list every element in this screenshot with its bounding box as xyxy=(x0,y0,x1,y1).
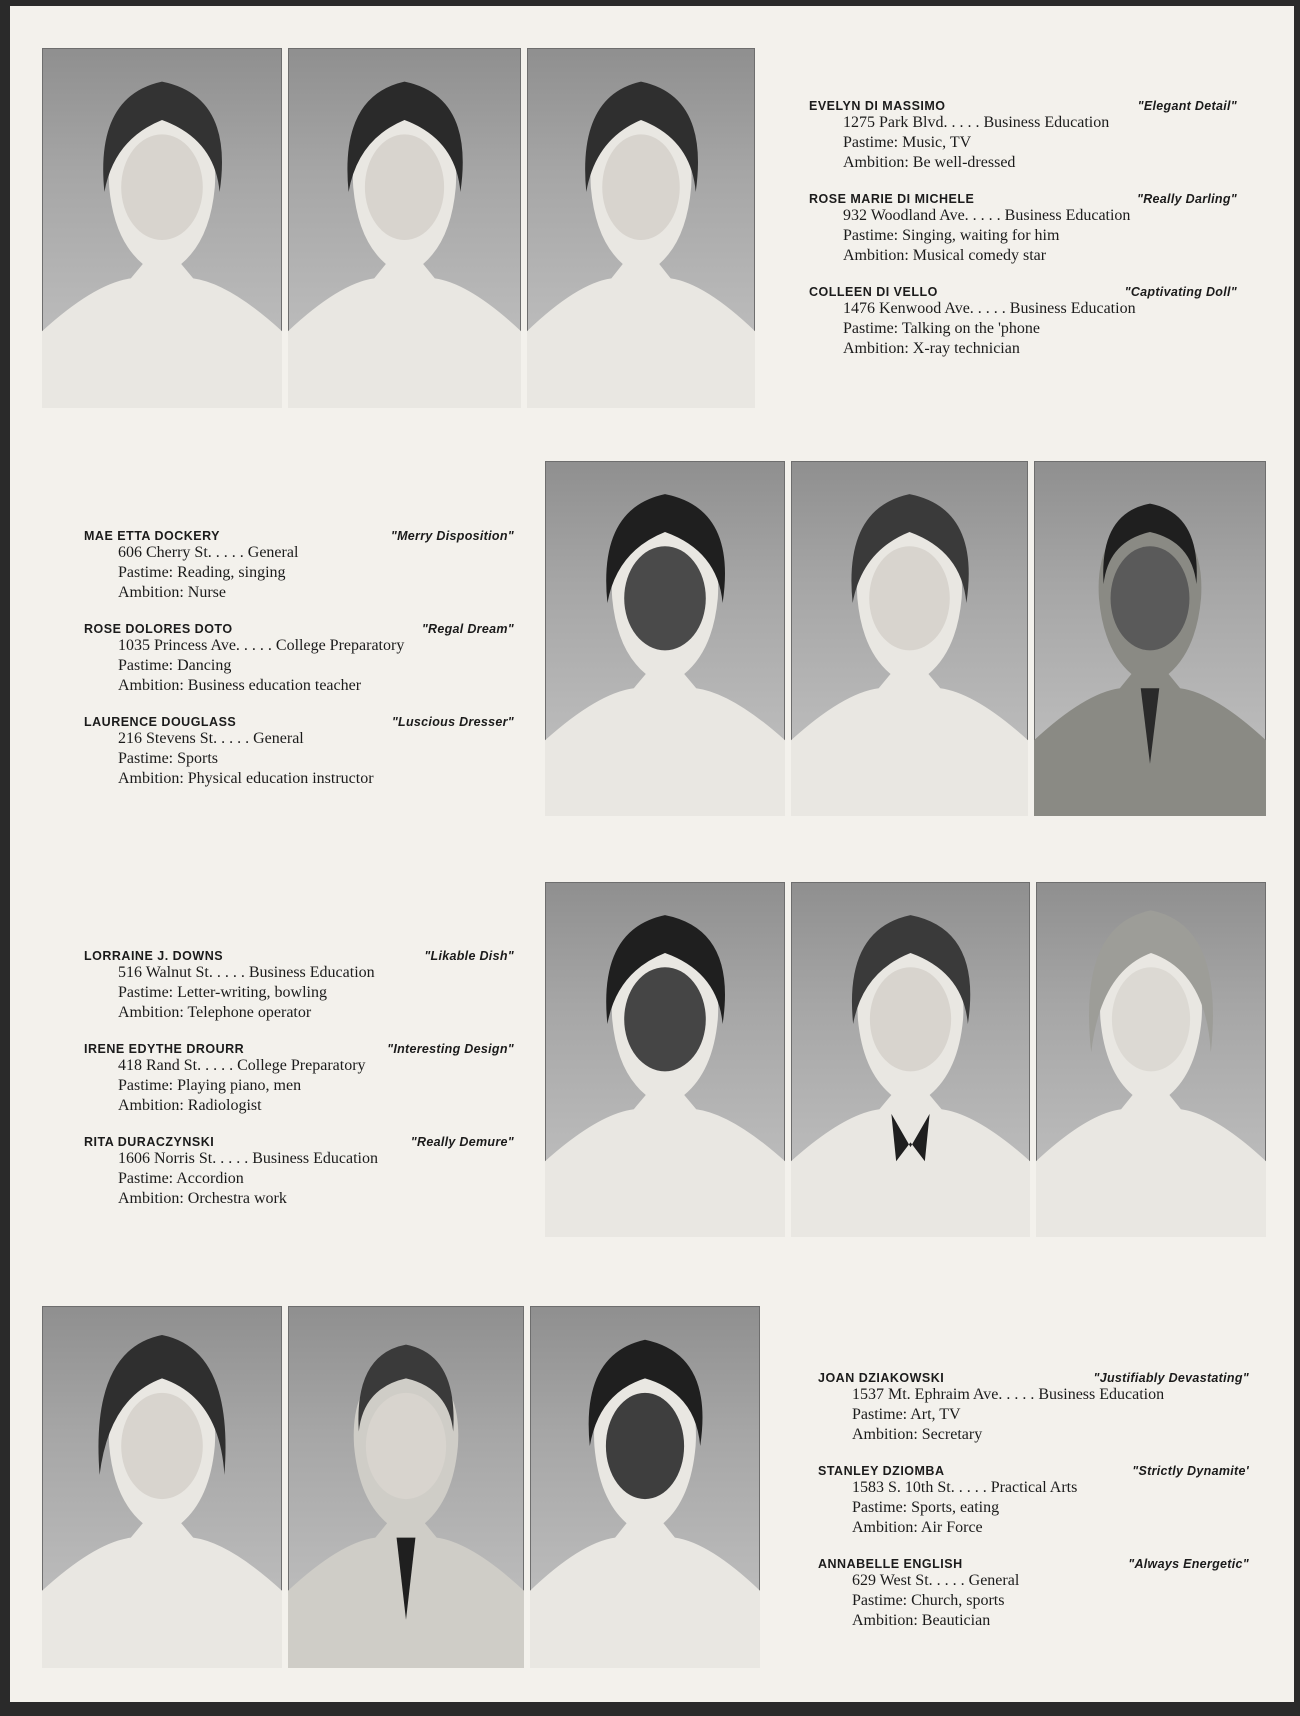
pastime: Pastime: Reading, singing xyxy=(118,564,286,581)
entry-header xyxy=(84,943,514,963)
student-entry-irene-edythe-drourr xyxy=(84,1036,514,1116)
student-entry-evelyn-di-massimo xyxy=(809,93,1237,173)
portrait-photo-annabelle-english xyxy=(530,1306,760,1668)
portrait-photo-joan-dziakowski xyxy=(42,1306,282,1668)
student-name: LAURENCE DOUGLASS xyxy=(84,715,237,729)
student-nickname: "Interesting Design" xyxy=(387,1042,514,1056)
ambition: Ambition: Musical comedy star xyxy=(843,247,1047,264)
portrait-silhouette xyxy=(530,1306,760,1668)
portrait-photo-evelyn-di-massimo xyxy=(42,48,282,408)
entry-header xyxy=(809,93,1237,113)
address-and-course: 216 Stevens St. . . . . General xyxy=(118,730,304,747)
portrait-silhouette xyxy=(1034,461,1266,816)
student-nickname: "Really Darling" xyxy=(1136,192,1237,206)
student-nickname: "Regal Dream" xyxy=(421,622,514,636)
student-name: RITA DURACZYNSKI xyxy=(84,1135,215,1149)
student-name: ROSE DOLORES DOTO xyxy=(84,622,233,636)
student-name: ROSE MARIE DI MICHELE xyxy=(809,192,975,206)
student-entry-joan-dziakowski xyxy=(818,1365,1249,1445)
entry-header xyxy=(818,1365,1249,1385)
entry-header xyxy=(809,186,1237,206)
portrait-silhouette xyxy=(1036,882,1266,1237)
address-and-course: 1035 Princess Ave. . . . . College Preparatory xyxy=(118,637,405,654)
portrait-photo-rose-marie-di-michele xyxy=(288,48,521,408)
student-entry-laurence-douglass xyxy=(84,709,514,789)
portrait-silhouette xyxy=(545,882,785,1237)
entry-header xyxy=(818,1551,1249,1571)
student-entry-rose-dolores-doto xyxy=(84,616,514,696)
pastime: Pastime: Singing, waiting for him xyxy=(843,227,1060,244)
pastime: Pastime: Accordion xyxy=(118,1170,244,1187)
ambition: Ambition: Business education teacher xyxy=(118,677,362,694)
portrait-photo-colleen-di-vello xyxy=(527,48,755,408)
address-and-course: 1275 Park Blvd. . . . . Business Education xyxy=(843,114,1110,131)
student-name: STANLEY DZIOMBA xyxy=(818,1464,945,1478)
ambition: Ambition: Secretary xyxy=(852,1426,983,1443)
student-entry-rose-marie-di-michele xyxy=(809,186,1237,266)
entry-header xyxy=(84,709,514,729)
student-entry-lorraine-j-downs xyxy=(84,943,514,1023)
ambition: Ambition: Nurse xyxy=(118,584,226,601)
student-nickname: "Elegant Detail" xyxy=(1137,99,1237,113)
entry-header xyxy=(84,1036,514,1056)
student-name: IRENE EDYTHE DROURR xyxy=(84,1042,245,1056)
pastime: Pastime: Dancing xyxy=(118,657,232,674)
portrait-silhouette xyxy=(42,1306,282,1668)
student-entry-rita-duraczynski xyxy=(84,1129,514,1209)
portrait-silhouette xyxy=(545,461,785,816)
yearbook-page xyxy=(10,6,1294,1702)
pastime: Pastime: Talking on the 'phone xyxy=(843,320,1040,337)
portrait-silhouette xyxy=(527,48,755,408)
student-entry-colleen-di-vello xyxy=(809,279,1237,359)
ambition: Ambition: Air Force xyxy=(852,1519,983,1536)
portrait-photo-rose-dolores-doto xyxy=(791,461,1028,816)
student-nickname: "Likable Dish" xyxy=(424,949,514,963)
address-and-course: 1606 Norris St. . . . . Business Education xyxy=(118,1150,378,1167)
portrait-photo-laurence-douglass xyxy=(1034,461,1266,816)
ambition: Ambition: Physical education instructor xyxy=(118,770,374,787)
portrait-silhouette xyxy=(42,48,282,408)
address-and-course: 932 Woodland Ave. . . . . Business Education xyxy=(843,207,1131,224)
student-name: LORRAINE J. DOWNS xyxy=(84,949,224,963)
student-entry-stanley-dziomba xyxy=(818,1458,1249,1538)
student-nickname: "Luscious Dresser" xyxy=(391,715,514,729)
pastime: Pastime: Letter-writing, bowling xyxy=(118,984,327,1001)
entry-header xyxy=(84,523,514,543)
pastime: Pastime: Sports xyxy=(118,750,219,767)
student-nickname: "Strictly Dynamite' xyxy=(1132,1464,1249,1478)
ambition: Ambition: Orchestra work xyxy=(118,1190,287,1207)
ambition: Ambition: Telephone operator xyxy=(118,1004,312,1021)
address-and-course: 418 Rand St. . . . . College Preparatory xyxy=(118,1057,366,1074)
student-entry-mae-etta-dockery xyxy=(84,523,514,603)
address-and-course: 1537 Mt. Ephraim Ave. . . . . Business Education xyxy=(852,1386,1165,1403)
portrait-silhouette xyxy=(791,882,1030,1237)
address-and-course: 606 Cherry St. . . . . General xyxy=(118,544,299,561)
portrait-silhouette xyxy=(288,48,521,408)
student-entry-annabelle-english xyxy=(818,1551,1249,1631)
portrait-photo-stanley-dziomba xyxy=(288,1306,524,1668)
student-nickname: "Always Energetic" xyxy=(1128,1557,1249,1571)
pastime: Pastime: Music, TV xyxy=(843,134,972,151)
portrait-silhouette xyxy=(288,1306,524,1668)
pastime: Pastime: Playing piano, men xyxy=(118,1077,302,1094)
ambition: Ambition: Be well-dressed xyxy=(843,154,1016,171)
student-name: EVELYN DI MASSIMO xyxy=(809,99,946,113)
student-nickname: "Merry Disposition" xyxy=(390,529,514,543)
pastime: Pastime: Church, sports xyxy=(852,1592,1005,1609)
portrait-photo-irene-edythe-drourr xyxy=(791,882,1030,1237)
ambition: Ambition: Beautician xyxy=(852,1612,991,1629)
entry-header xyxy=(84,1129,514,1149)
address-and-course: 629 West St. . . . . General xyxy=(852,1572,1020,1589)
ambition: Ambition: Radiologist xyxy=(118,1097,262,1114)
portrait-photo-lorraine-j-downs xyxy=(545,882,785,1237)
student-nickname: "Captivating Doll" xyxy=(1124,285,1237,299)
student-nickname: "Really Demure" xyxy=(410,1135,514,1149)
address-and-course: 1476 Kenwood Ave. . . . . Business Education xyxy=(843,300,1136,317)
student-name: ANNABELLE ENGLISH xyxy=(818,1557,963,1571)
address-and-course: 1583 S. 10th St. . . . . Practical Arts xyxy=(852,1479,1078,1496)
ambition: Ambition: X-ray technician xyxy=(843,340,1020,357)
entry-header xyxy=(84,616,514,636)
entry-header xyxy=(809,279,1237,299)
portrait-silhouette xyxy=(791,461,1028,816)
pastime: Pastime: Art, TV xyxy=(852,1406,961,1423)
student-nickname: "Justifiably Devastating" xyxy=(1093,1371,1249,1385)
entry-header xyxy=(818,1458,1249,1478)
portrait-photo-mae-etta-dockery xyxy=(545,461,785,816)
student-name: COLLEEN DI VELLO xyxy=(809,285,938,299)
pastime: Pastime: Sports, eating xyxy=(852,1499,1000,1516)
student-name: MAE ETTA DOCKERY xyxy=(84,529,221,543)
address-and-course: 516 Walnut St. . . . . Business Education xyxy=(118,964,375,981)
portrait-photo-rita-duraczynski xyxy=(1036,882,1266,1237)
student-name: JOAN DZIAKOWSKI xyxy=(818,1371,945,1385)
